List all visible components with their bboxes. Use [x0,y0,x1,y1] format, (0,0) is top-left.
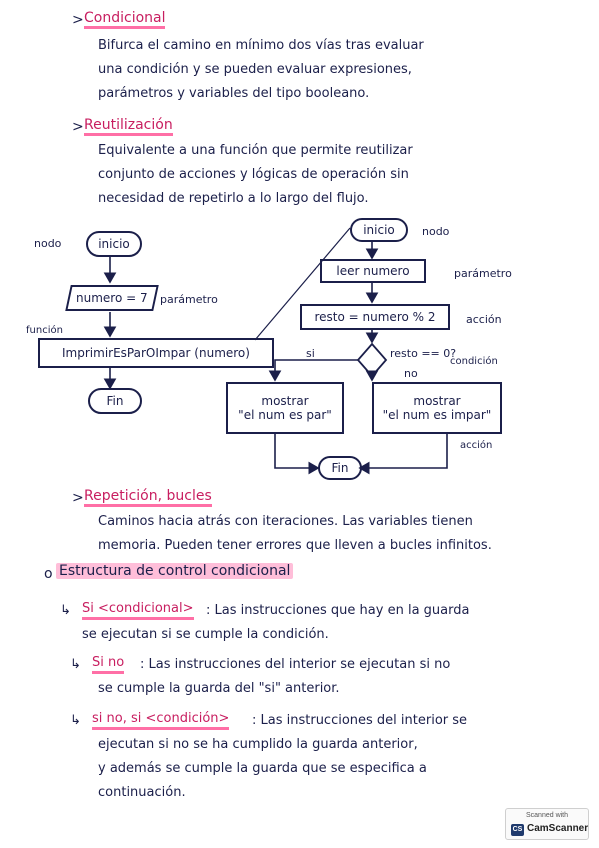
item-sino-line-2: se cumple la guarda del "si" anterior. [98,681,340,696]
heading-estructura: Estructura de control condicional [56,563,293,579]
reutilizacion-line-1: Equivalente a una función que permite reutilizar [98,143,413,158]
node-param-numero: numero = 7 [65,285,159,311]
condicional-line-1: Bifurca el camino en mínimo dos vías tras evaluar [98,38,424,53]
label-parametro-left: parámetro [160,293,218,306]
item-sinosi-line-2: ejecutan si no se ha cumplido la guarda anterior, [98,737,418,752]
node-resto: resto = numero % 2 [300,304,450,330]
item-sinosi-label: si no, si <condición> [92,711,229,730]
bullet-arrow: > [72,119,84,135]
item-sino-line-1: : Las instrucciones del interior se ejecutan si no [140,657,451,672]
label-nodo-left: nodo [34,237,62,250]
item-sinosi-line-1: : Las instrucciones del interior se [252,713,468,728]
bullet-arrow: > [72,490,84,506]
item-si-label: Si <condicional> [82,601,194,620]
condicional-line-3: parámetros y variables del tipo booleano. [98,86,370,101]
label-si: si [306,347,315,360]
repeticion-line-1: Caminos hacia atrás con iteraciones. Las variables tienen [98,514,473,529]
repeticion-line-2: memoria. Pueden tener errores que lleven a bucles infinitos. [98,538,492,553]
label-no: no [404,367,418,380]
item-sinosi-line-4: continuación. [98,785,186,800]
node-inicio-right: inicio [350,218,408,242]
arrow-icon: ↳ [60,603,71,618]
node-leer-numero: leer numero [320,259,426,283]
scanner-name: CamScanner [527,823,589,834]
condicional-line-2: una condición y se pueden evaluar expresiones, [98,62,412,77]
bullet-dot: o [44,566,53,582]
reutilizacion-line-3: necesidad de repetirlo a lo largo del flujo. [98,191,369,206]
heading-reutilizacion: Reutilización [84,117,173,136]
label-condicion: condición [450,356,498,367]
node-fin-left: Fin [88,388,142,414]
node-funcion-imprimir: ImprimirEsParOImpar (numero) [38,338,274,368]
arrow-icon: ↳ [70,713,81,728]
label-decision: resto == 0? [390,347,457,360]
camscanner-logo-icon: CS [511,824,524,836]
node-mostrar-par-line2: "el num es par" [238,408,332,422]
node-mostrar-impar-line2: "el num es impar" [382,408,492,422]
node-inicio-left: inicio [86,231,142,257]
label-funcion: función [26,325,63,336]
node-mostrar-par [226,382,344,434]
item-si-line-1: : Las instrucciones que hay en la guarda [206,603,470,618]
item-sinosi-line-3: y además se cumple la guarda que se especifica a [98,761,427,776]
heading-repeticion: Repetición, bucles [84,488,212,507]
camscanner-badge [505,808,589,840]
node-mostrar-par-line1: mostrar [261,394,309,408]
label-accion-2: acción [460,440,493,451]
label-parametro-right: parámetro [454,267,512,280]
reutilizacion-line-2: conjunto de acciones y lógicas de operación sin [98,167,409,182]
label-nodo-right: nodo [422,225,450,238]
node-fin-right: Fin [318,456,362,480]
item-sino-label: Si no [92,655,124,674]
bullet-arrow: > [72,12,84,28]
node-mostrar-impar-line1: mostrar [413,394,461,408]
heading-condicional: Condicional [84,10,165,29]
scanner-caption: Scanned with [525,812,569,819]
item-si-line-2: se ejecutan si se cumple la condición. [82,627,329,642]
node-mostrar-impar [372,382,502,434]
label-accion-1: acción [466,313,502,326]
arrow-icon: ↳ [70,657,81,672]
